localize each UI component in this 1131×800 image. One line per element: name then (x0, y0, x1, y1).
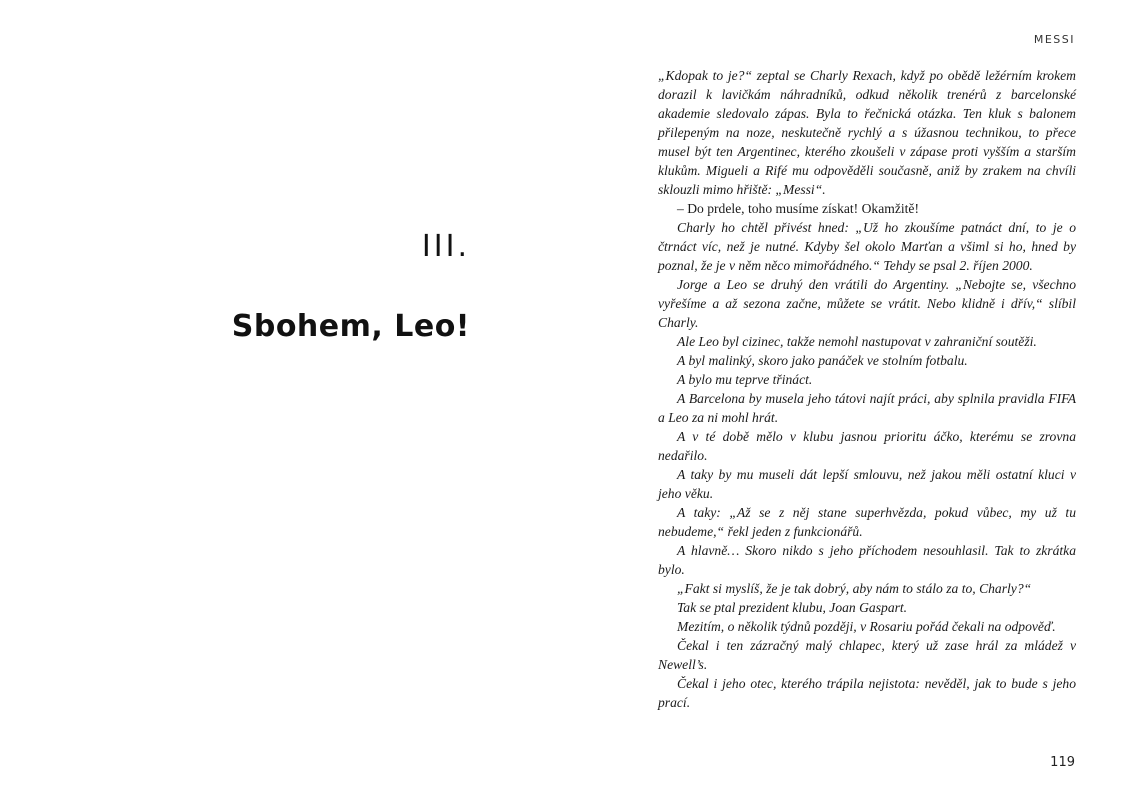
paragraph: – Do prdele, toho musíme získat! Okamžitě! (677, 201, 919, 216)
chapter-title: Sbohem, Leo! (231, 309, 470, 344)
paragraph: Charly ho chtěl přivést hned: „Už ho zkoušíme patnáct dní, to je o čtrnáct víc, než je nutné. Kdyby šel okolo Marťan a všiml si ho, hned by poznal, že je v něm něco mimořádného.“ Tehdy se psal 2. říjen 2000. (658, 220, 1076, 273)
paragraph: A Barcelona by musela jeho tátovi najít práci, aby splnila pravidla FIFA a Leo za ni mohl hrát. (658, 391, 1076, 425)
page-number: 119 (1050, 755, 1075, 770)
paragraph: A taky by mu museli dát lepší smlouvu, než jakou měli ostatní kluci v jeho věku. (658, 467, 1076, 501)
paragraph: A bylo mu teprve třináct. (677, 372, 813, 387)
paragraph: Jorge a Leo se druhý den vrátili do Argentiny. „Nebojte se, všechno vyřešíme a až sezona začne, můžete se vrátit. Nebo klidně i dřív,“ slíbil Charly. (658, 277, 1076, 330)
paragraph: Tak se ptal prezident klubu, Joan Gaspart. (677, 600, 908, 615)
left-page (0, 0, 565, 800)
body-text (658, 66, 1076, 712)
paragraph: Čekal i ten zázračný malý chlapec, který už zase hrál za mládež v Newell’s. (658, 638, 1076, 672)
paragraph: „Kdopak to je?“ zeptal se Charly Rexach, když po obědě ležérním krokem dorazil k lavičkám náhradníků, odkud několik trenérů z barcelonské akademie sledovalo zápas. Byla to řečnická otázka. Ten kluk s balonem přilepeným na noze, neskutečně rychlý a s úžasnou technikou, to přece musel být ten Argentinec, kterého zkoušeli v zápase proti vyšším a starším klukům. Migueli a Rifé mu odpověděli současně, aniž by zrakem na chvíli sklouzli mimo hřiště: „Messi“. (658, 68, 1076, 197)
right-page (566, 0, 1131, 800)
paragraph: A byl malinký, skoro jako panáček ve stolním fotbalu. (677, 353, 968, 368)
paragraph: Mezitím, o několik týdnů později, v Rosariu pořád čekali na odpověď. (677, 619, 1056, 634)
paragraph: A v té době mělo v klubu jasnou prioritu áčko, kterému se zrovna nedařilo. (658, 429, 1076, 463)
paragraph: A hlavně… Skoro nikdo s jeho příchodem nesouhlasil. Tak to zkrátka bylo. (658, 543, 1076, 577)
paragraph: Čekal i jeho otec, kterého trápila nejistota: nevěděl, jak to bude s jeho prací. (658, 676, 1076, 710)
chapter-number: III. (421, 229, 470, 264)
running-head: MESSI (1033, 33, 1075, 46)
paragraph: „Fakt si myslíš, že je tak dobrý, aby nám to stálo za to, Charly?“ (677, 581, 1032, 596)
paragraph: A taky: „Až se z něj stane superhvězda, pokud vůbec, my už tu nebudeme,“ řekl jeden z funkcionářů. (658, 505, 1076, 539)
paragraph: Ale Leo byl cizinec, takže nemohl nastupovat v zahraniční soutěži. (677, 334, 1037, 349)
